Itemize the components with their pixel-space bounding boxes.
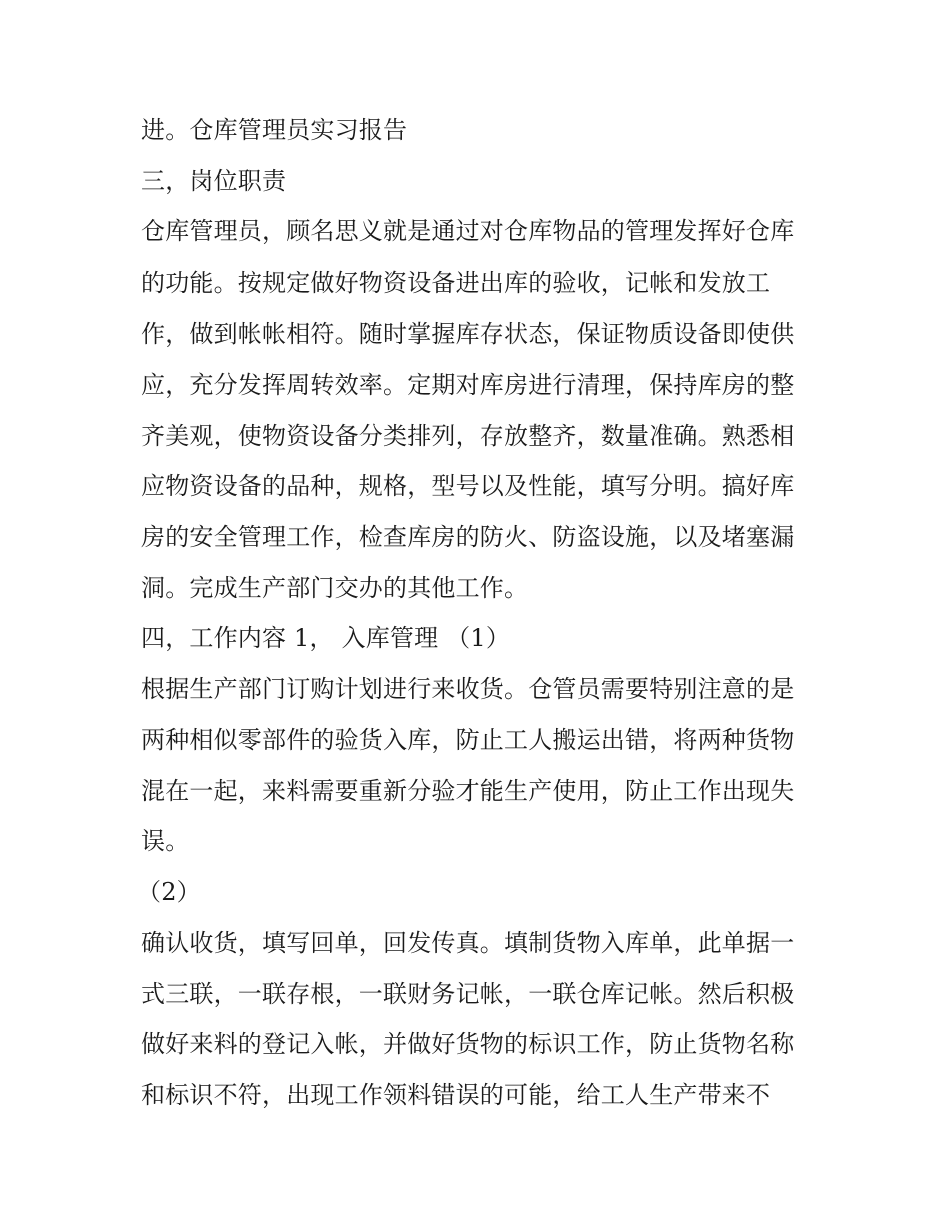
text-line: 房的安全管理工作，检查库房的防火、防盗设施，以及堵塞漏 <box>141 523 795 551</box>
section-heading: 三，岗位职责 <box>141 167 287 195</box>
sub-heading: （2） <box>137 878 201 906</box>
text-line: 应物资设备的品种，规格，型号以及性能，填写分明。搞好库 <box>141 472 795 500</box>
text-line: 混在一起，来料需要重新分验才能生产使用，防止工作出现失 <box>141 777 795 805</box>
text-line: 齐美观，使物资设备分类排列，存放整齐，数量准确。熟悉相 <box>141 422 795 450</box>
section-heading: 四，工作内容 1， 入库管理 （1） <box>141 624 511 652</box>
text-line: 确认收货，填写回单，回发传真。填制货物入库单，此单据一 <box>141 929 795 957</box>
text-line: 的功能。按规定做好物资设备进出库的验收，记帐和发放工 <box>141 269 771 297</box>
text-line: 两种相似零部件的验货入库，防止工人搬运出错，将两种货物 <box>141 726 795 754</box>
text-line: 式三联，一联存根，一联财务记帐，一联仓库记帐。然后积极 <box>141 980 795 1008</box>
text-line: 洞。完成生产部门交办的其他工作。 <box>141 574 529 602</box>
text-line: 根据生产部门订购计划进行来收货。仓管员需要特别注意的是 <box>141 675 795 703</box>
text-line: 应，充分发挥周转效率。定期对库房进行清理，保持库房的整 <box>141 371 795 399</box>
text-line: 进。仓库管理员实习报告 <box>141 116 408 144</box>
text-line: 做好来料的登记入帐，并做好货物的标识工作，防止货物名称 <box>141 1030 795 1058</box>
text-line: 仓库管理员，顾名思义就是通过对仓库物品的管理发挥好仓库 <box>141 217 795 245</box>
text-line: 和标识不符，出现工作领料错误的可能，给工人生产带来不 <box>141 1081 771 1109</box>
text-line: 作，做到帐帐相符。随时掌握库存状态，保证物质设备即使供 <box>141 320 795 348</box>
text-line: 误。 <box>141 827 190 855</box>
